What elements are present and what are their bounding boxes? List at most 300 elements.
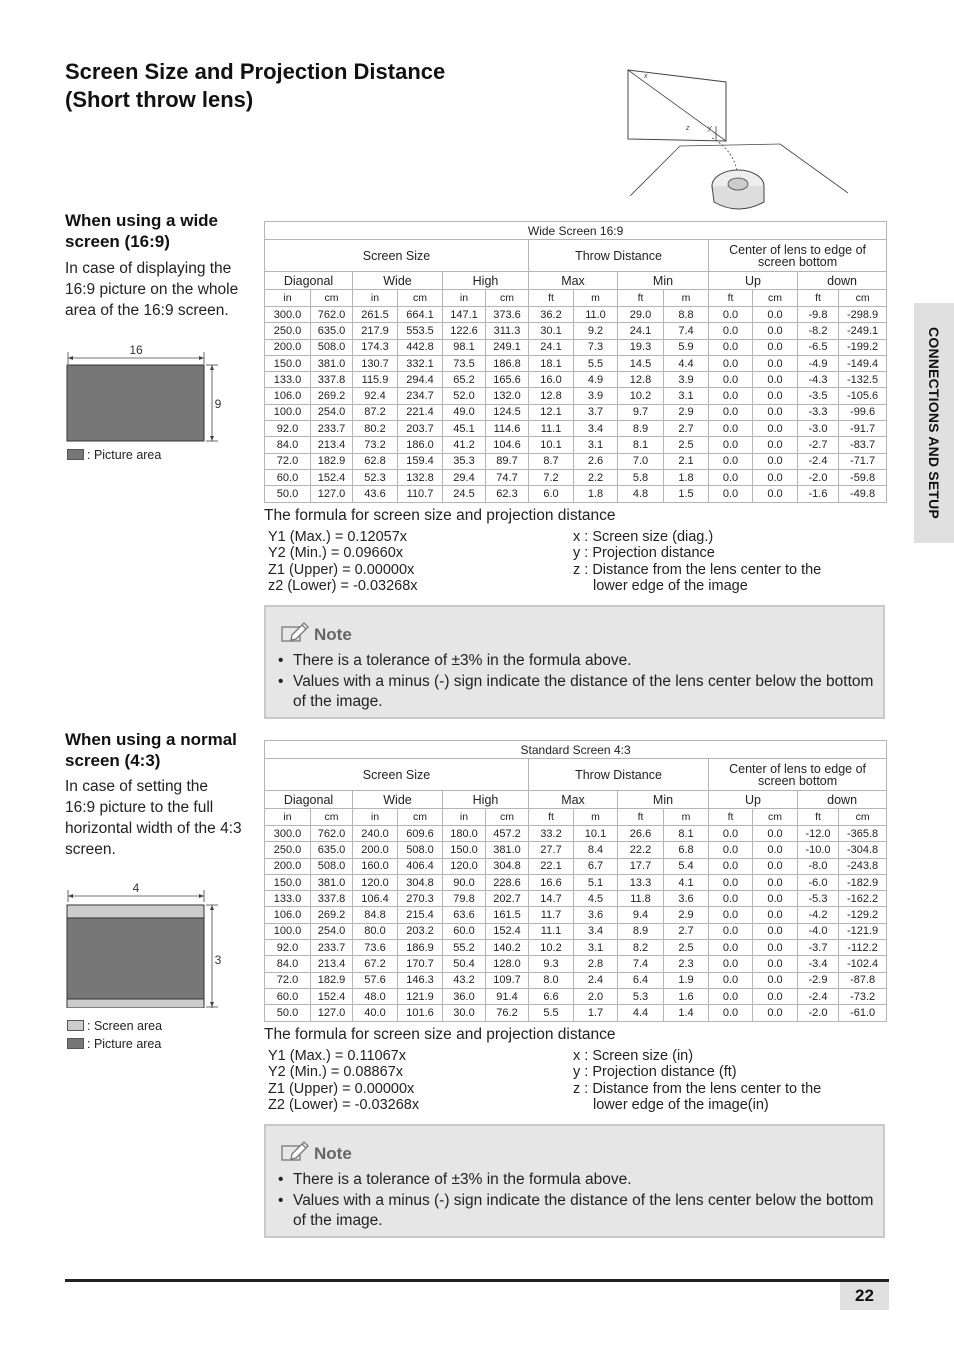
table-cell: 508.0: [398, 842, 443, 858]
table-cell: 0.0: [709, 988, 753, 1004]
table-cell: 30.0: [443, 1005, 486, 1021]
table-cell: 635.0: [311, 842, 353, 858]
table-cell: 3.1: [664, 388, 709, 404]
table-cell: -2.7: [798, 437, 839, 453]
table-cell: 8.9: [618, 421, 664, 437]
table-cell: 7.4: [664, 323, 709, 339]
unit-cell: in: [443, 290, 486, 307]
wide-picture-area: [67, 365, 204, 441]
table-cell: 3.6: [664, 891, 709, 907]
table-cell: 9.4: [618, 907, 664, 923]
table-cell: 9.3: [529, 956, 574, 972]
table-cell: 72.0: [265, 972, 311, 988]
table-cell: -3.5: [798, 388, 839, 404]
table-cell: 84.8: [353, 907, 398, 923]
table-cell: 203.2: [398, 923, 443, 939]
table-cell: 337.8: [311, 891, 353, 907]
table-cell: -182.9: [839, 874, 887, 890]
unit-cell: ft: [618, 809, 664, 826]
table-cell: 294.4: [398, 372, 443, 388]
picture-area-swatch: [67, 449, 84, 460]
table-cell: 14.7: [529, 891, 574, 907]
table-cell: 24.1: [618, 323, 664, 339]
table-cell: 27.7: [529, 842, 574, 858]
table-cell: -12.0: [798, 826, 839, 842]
group-throw-distance: Throw Distance: [529, 759, 709, 791]
table-cell: 73.6: [353, 940, 398, 956]
table-cell: -83.7: [839, 437, 887, 453]
table-cell: 36.0: [443, 988, 486, 1004]
unit-cell: in: [443, 809, 486, 826]
unit-cell: ft: [798, 290, 839, 307]
pencil-note-icon: [280, 621, 310, 645]
table-cell: 92.4: [353, 388, 398, 404]
group-lens-center: Center of lens to edge of screen bottom: [709, 759, 887, 791]
normal-formula-definitions: x : Screen size (in) y : Projection distance (ft) z : Distance from the lens center to the lower edge of the image(in): [573, 1048, 822, 1113]
table-title: Wide Screen 16:9: [265, 222, 887, 240]
table-cell: 24.1: [529, 339, 574, 355]
table-cell: 0.0: [753, 307, 798, 323]
unit-cell: m: [574, 809, 618, 826]
normal-picture-area: [67, 918, 204, 999]
col-high: High: [443, 272, 529, 290]
table-cell: 0.0: [709, 388, 753, 404]
table-cell: -71.7: [839, 453, 887, 469]
table-cell: -121.9: [839, 923, 887, 939]
table-row: [265, 307, 887, 323]
table-cell: 76.2: [486, 1005, 529, 1021]
wide-ratio-figure: [64, 340, 229, 445]
table-cell: 11.1: [529, 421, 574, 437]
table-cell: 311.3: [486, 323, 529, 339]
table-cell: 159.4: [398, 453, 443, 469]
table-cell: 10.2: [618, 388, 664, 404]
table-cell: 5.8: [618, 469, 664, 485]
table-cell: 8.2: [618, 940, 664, 956]
table-cell: 89.7: [486, 453, 529, 469]
table-cell: -4.2: [798, 907, 839, 923]
table-row: [265, 437, 887, 453]
unit-cell: ft: [798, 809, 839, 826]
table-cell: 180.0: [443, 826, 486, 842]
table-cell: 186.0: [398, 437, 443, 453]
note-title: Note: [314, 1144, 352, 1163]
table-cell: -3.4: [798, 956, 839, 972]
table-cell: 150.0: [265, 355, 311, 371]
table-cell: 79.8: [443, 891, 486, 907]
table-cell: 3.9: [574, 388, 618, 404]
table-cell: 0.0: [753, 874, 798, 890]
table-cell: 92.0: [265, 421, 311, 437]
note-item: • Values with a minus (-) sign indicate the distance of the lens center below the bottom of the image.: [276, 1191, 876, 1232]
table-cell: 261.5: [353, 307, 398, 323]
table-cell: 0.0: [709, 1005, 753, 1021]
table-cell: 3.1: [574, 940, 618, 956]
table-cell: 373.6: [486, 307, 529, 323]
table-cell: 45.1: [443, 421, 486, 437]
table-cell: -365.8: [839, 826, 887, 842]
col-up: Up: [709, 791, 798, 809]
table-cell: 269.2: [311, 907, 353, 923]
table-cell: 0.0: [753, 469, 798, 485]
table-row: [265, 404, 887, 420]
wide-screen-table: [264, 221, 887, 503]
table-cell: 304.8: [398, 874, 443, 890]
table-cell: 80.0: [353, 923, 398, 939]
table-cell: 3.4: [574, 421, 618, 437]
wide-screen-description: In case of displaying the 16:9 picture on the whole area of the 16:9 screen.: [65, 260, 239, 319]
table-cell: 0.0: [753, 826, 798, 842]
table-cell: 0.0: [753, 486, 798, 502]
table-cell: -59.8: [839, 469, 887, 485]
table-cell: 0.0: [753, 372, 798, 388]
table-row: [265, 891, 887, 907]
table-cell: 6.4: [618, 972, 664, 988]
table-cell: 11.1: [529, 923, 574, 939]
table-cell: 49.0: [443, 404, 486, 420]
table-row: [265, 453, 887, 469]
table-cell: 2.5: [664, 940, 709, 956]
table-row: [265, 907, 887, 923]
table-cell: 133.0: [265, 891, 311, 907]
normal-width-label: 4: [132, 881, 140, 895]
table-cell: -2.0: [798, 1005, 839, 1021]
table-cell: 40.0: [353, 1005, 398, 1021]
col-down: down: [798, 791, 887, 809]
table-cell: 2.5: [664, 437, 709, 453]
col-diagonal: Diagonal: [265, 791, 353, 809]
page-title: Screen Size and Projection Distance (Short throw lens): [65, 59, 446, 112]
normal-height-label: 3: [214, 953, 222, 967]
table-row: [265, 874, 887, 890]
unit-cell: cm: [839, 290, 887, 307]
unit-cell: in: [265, 290, 311, 307]
normal-table-body: [265, 741, 887, 1022]
table-cell: 73.2: [353, 437, 398, 453]
table-cell: 233.7: [311, 421, 353, 437]
table-cell: 0.0: [709, 907, 753, 923]
table-cell: 0.0: [709, 469, 753, 485]
table-cell: 337.8: [311, 372, 353, 388]
table-cell: 8.1: [618, 437, 664, 453]
table-cell: 43.2: [443, 972, 486, 988]
table-cell: 5.4: [664, 858, 709, 874]
note-item: • There is a tolerance of ±3% in the formula above.: [276, 1170, 876, 1191]
table-cell: 87.2: [353, 404, 398, 420]
table-row: [265, 842, 887, 858]
table-cell: 30.1: [529, 323, 574, 339]
table-cell: 0.0: [753, 339, 798, 355]
table-cell: 0.0: [709, 956, 753, 972]
table-cell: 62.3: [486, 486, 529, 502]
table-cell: 0.0: [709, 307, 753, 323]
table-cell: 762.0: [311, 826, 353, 842]
table-cell: 150.0: [443, 842, 486, 858]
table-cell: 4.1: [664, 874, 709, 890]
table-cell: -112.2: [839, 940, 887, 956]
unit-cell: ft: [529, 809, 574, 826]
table-cell: 0.0: [753, 355, 798, 371]
table-cell: 16.0: [529, 372, 574, 388]
table-cell: 0.0: [753, 323, 798, 339]
table-cell: 22.1: [529, 858, 574, 874]
table-cell: 0.0: [709, 355, 753, 371]
table-cell: 0.0: [753, 956, 798, 972]
table-cell: 124.5: [486, 404, 529, 420]
wide-formula-definitions: x : Screen size (diag.) y : Projection distance z : Distance from the lens center to the lower edge of the image: [573, 529, 822, 594]
unit-cell: m: [664, 809, 709, 826]
table-cell: -87.8: [839, 972, 887, 988]
table-cell: 1.8: [664, 469, 709, 485]
col-up: Up: [709, 272, 798, 290]
normal-screen-table: [264, 740, 887, 1022]
table-cell: 0.0: [709, 891, 753, 907]
table-cell: 10.1: [574, 826, 618, 842]
table-cell: -2.0: [798, 469, 839, 485]
table-cell: -298.9: [839, 307, 887, 323]
table-cell: 4.9: [574, 372, 618, 388]
group-screen-size: Screen Size: [265, 759, 529, 791]
col-min: Min: [618, 272, 709, 290]
table-cell: 17.7: [618, 858, 664, 874]
normal-screen-description: In case of setting the 16:9 picture to the full horizontal width of the 4:3 screen.: [65, 778, 242, 858]
table-cell: 33.2: [529, 826, 574, 842]
table-cell: -129.2: [839, 907, 887, 923]
note-item: • There is a tolerance of ±3% in the formula above.: [276, 651, 876, 672]
unit-cell: cm: [753, 290, 798, 307]
table-cell: 165.6: [486, 372, 529, 388]
normal-ratio-figure: [64, 878, 229, 1008]
table-cell: 4.4: [618, 1005, 664, 1021]
table-cell: 0.0: [753, 988, 798, 1004]
table-cell: 174.3: [353, 339, 398, 355]
table-cell: 762.0: [311, 307, 353, 323]
table-cell: 7.2: [529, 469, 574, 485]
table-cell: 109.7: [486, 972, 529, 988]
table-cell: 80.2: [353, 421, 398, 437]
footer-rule: [65, 1279, 889, 1282]
table-cell: 35.3: [443, 453, 486, 469]
table-cell: 381.0: [311, 355, 353, 371]
table-cell: 127.0: [311, 1005, 353, 1021]
table-cell: 29.4: [443, 469, 486, 485]
table-cell: 6.0: [529, 486, 574, 502]
table-cell: 0.0: [753, 421, 798, 437]
table-cell: 0.0: [753, 437, 798, 453]
table-cell: -4.0: [798, 923, 839, 939]
normal-formula-title: The formula for screen size and projection distance: [264, 1026, 616, 1043]
unit-cell: in: [353, 809, 398, 826]
table-cell: 8.8: [664, 307, 709, 323]
table-cell: 2.9: [664, 907, 709, 923]
table-cell: -2.4: [798, 453, 839, 469]
unit-row: [265, 809, 887, 826]
table-cell: 120.0: [443, 858, 486, 874]
table-cell: 609.6: [398, 826, 443, 842]
table-row: [265, 940, 887, 956]
table-cell: -2.9: [798, 972, 839, 988]
table-cell: -61.0: [839, 1005, 887, 1021]
table-cell: 19.3: [618, 339, 664, 355]
table-cell: 5.5: [574, 355, 618, 371]
table-cell: 29.0: [618, 307, 664, 323]
table-cell: 0.0: [709, 940, 753, 956]
table-cell: 0.0: [709, 323, 753, 339]
table-cell: 0.0: [753, 453, 798, 469]
table-cell: 2.7: [664, 421, 709, 437]
table-cell: 100.0: [265, 923, 311, 939]
table-cell: 186.8: [486, 355, 529, 371]
wide-table-body: [265, 222, 887, 503]
table-cell: 200.0: [353, 842, 398, 858]
table-cell: 0.0: [709, 842, 753, 858]
unit-cell: m: [664, 290, 709, 307]
table-cell: 98.1: [443, 339, 486, 355]
table-cell: 50.0: [265, 1005, 311, 1021]
table-cell: 635.0: [311, 323, 353, 339]
normal-note-box: [264, 1124, 885, 1238]
note-list: [276, 1170, 876, 1232]
table-cell: 0.0: [753, 923, 798, 939]
page-number: 22: [840, 1282, 889, 1310]
table-cell: -6.0: [798, 874, 839, 890]
table-cell: 228.6: [486, 874, 529, 890]
table-cell: 92.0: [265, 940, 311, 956]
table-row: [265, 858, 887, 874]
wide-formula-title: The formula for screen size and projection distance: [264, 507, 616, 524]
table-cell: 8.1: [664, 826, 709, 842]
table-cell: 381.0: [486, 842, 529, 858]
table-cell: 150.0: [265, 874, 311, 890]
table-cell: 16.6: [529, 874, 574, 890]
table-cell: 74.7: [486, 469, 529, 485]
table-cell: -199.2: [839, 339, 887, 355]
table-cell: 55.2: [443, 940, 486, 956]
table-cell: 36.2: [529, 307, 574, 323]
table-cell: 1.5: [664, 486, 709, 502]
projector-icon: [712, 170, 764, 209]
table-cell: 300.0: [265, 307, 311, 323]
table-cell: 0.0: [709, 404, 753, 420]
wide-width-label: 16: [129, 343, 143, 357]
table-cell: 130.7: [353, 355, 398, 371]
table-cell: -249.1: [839, 323, 887, 339]
unit-cell: cm: [486, 290, 529, 307]
table-cell: -3.3: [798, 404, 839, 420]
section-side-tab: [914, 303, 954, 543]
table-cell: 0.0: [753, 404, 798, 420]
table-cell: -149.4: [839, 355, 887, 371]
table-row: [265, 421, 887, 437]
note-list: [276, 651, 876, 713]
table-cell: 4.5: [574, 891, 618, 907]
unit-cell: ft: [709, 290, 753, 307]
table-cell: 8.4: [574, 842, 618, 858]
table-cell: -8.0: [798, 858, 839, 874]
table-cell: 90.0: [443, 874, 486, 890]
table-cell: 10.1: [529, 437, 574, 453]
table-cell: 221.4: [398, 404, 443, 420]
unit-cell: ft: [618, 290, 664, 307]
table-cell: -5.3: [798, 891, 839, 907]
unit-cell: cm: [753, 809, 798, 826]
table-cell: 12.8: [618, 372, 664, 388]
table-cell: 43.6: [353, 486, 398, 502]
table-cell: -73.2: [839, 988, 887, 1004]
table-cell: -4.3: [798, 372, 839, 388]
table-row: [265, 988, 887, 1004]
table-cell: 84.0: [265, 437, 311, 453]
table-cell: 664.1: [398, 307, 443, 323]
table-cell: 26.6: [618, 826, 664, 842]
table-cell: 202.7: [486, 891, 529, 907]
table-cell: 9.2: [574, 323, 618, 339]
table-row: [265, 388, 887, 404]
table-cell: 0.0: [753, 1005, 798, 1021]
table-cell: -243.8: [839, 858, 887, 874]
table-cell: 91.4: [486, 988, 529, 1004]
table-cell: 132.0: [486, 388, 529, 404]
unit-cell: cm: [311, 809, 353, 826]
wide-height-label: 9: [214, 397, 222, 411]
table-cell: 6.8: [664, 842, 709, 858]
group-lens-center: Center of lens to edge of screen bottom: [709, 240, 887, 272]
table-cell: 7.0: [618, 453, 664, 469]
table-cell: 0.0: [753, 940, 798, 956]
table-row: [265, 826, 887, 842]
table-cell: 160.0: [353, 858, 398, 874]
table-cell: 133.0: [265, 372, 311, 388]
group-screen-size: Screen Size: [265, 240, 529, 272]
table-cell: 0.0: [709, 826, 753, 842]
table-cell: 128.0: [486, 956, 529, 972]
table-row: [265, 956, 887, 972]
table-cell: 254.0: [311, 404, 353, 420]
table-cell: 127.0: [311, 486, 353, 502]
projector-setup-illustration: [620, 66, 850, 216]
table-cell: 24.5: [443, 486, 486, 502]
table-cell: 508.0: [311, 339, 353, 355]
table-cell: 152.4: [311, 988, 353, 1004]
unit-cell: ft: [709, 809, 753, 826]
note-item: • Values with a minus (-) sign indicate the distance of the lens center below the bottom of the image.: [276, 672, 876, 713]
table-cell: 332.1: [398, 355, 443, 371]
table-cell: 0.0: [753, 858, 798, 874]
table-row: [265, 323, 887, 339]
table-cell: -2.4: [798, 988, 839, 1004]
table-cell: 106.0: [265, 388, 311, 404]
table-cell: 48.0: [353, 988, 398, 1004]
unit-cell: ft: [529, 290, 574, 307]
table-cell: 240.0: [353, 826, 398, 842]
note-title: Note: [314, 625, 352, 644]
table-cell: 250.0: [265, 323, 311, 339]
table-cell: 2.3: [664, 956, 709, 972]
unit-cell: cm: [839, 809, 887, 826]
table-cell: 233.7: [311, 940, 353, 956]
unit-cell: cm: [398, 290, 443, 307]
unit-cell: in: [265, 809, 311, 826]
table-cell: 11.8: [618, 891, 664, 907]
group-throw-distance: Throw Distance: [529, 240, 709, 272]
side-tab-label: CONNECTIONS AND SETUP: [926, 327, 942, 519]
table-cell: 5.9: [664, 339, 709, 355]
table-cell: 3.4: [574, 923, 618, 939]
table-cell: 22.2: [618, 842, 664, 858]
table-cell: -8.2: [798, 323, 839, 339]
table-cell: 14.5: [618, 355, 664, 371]
table-cell: 0.0: [709, 858, 753, 874]
